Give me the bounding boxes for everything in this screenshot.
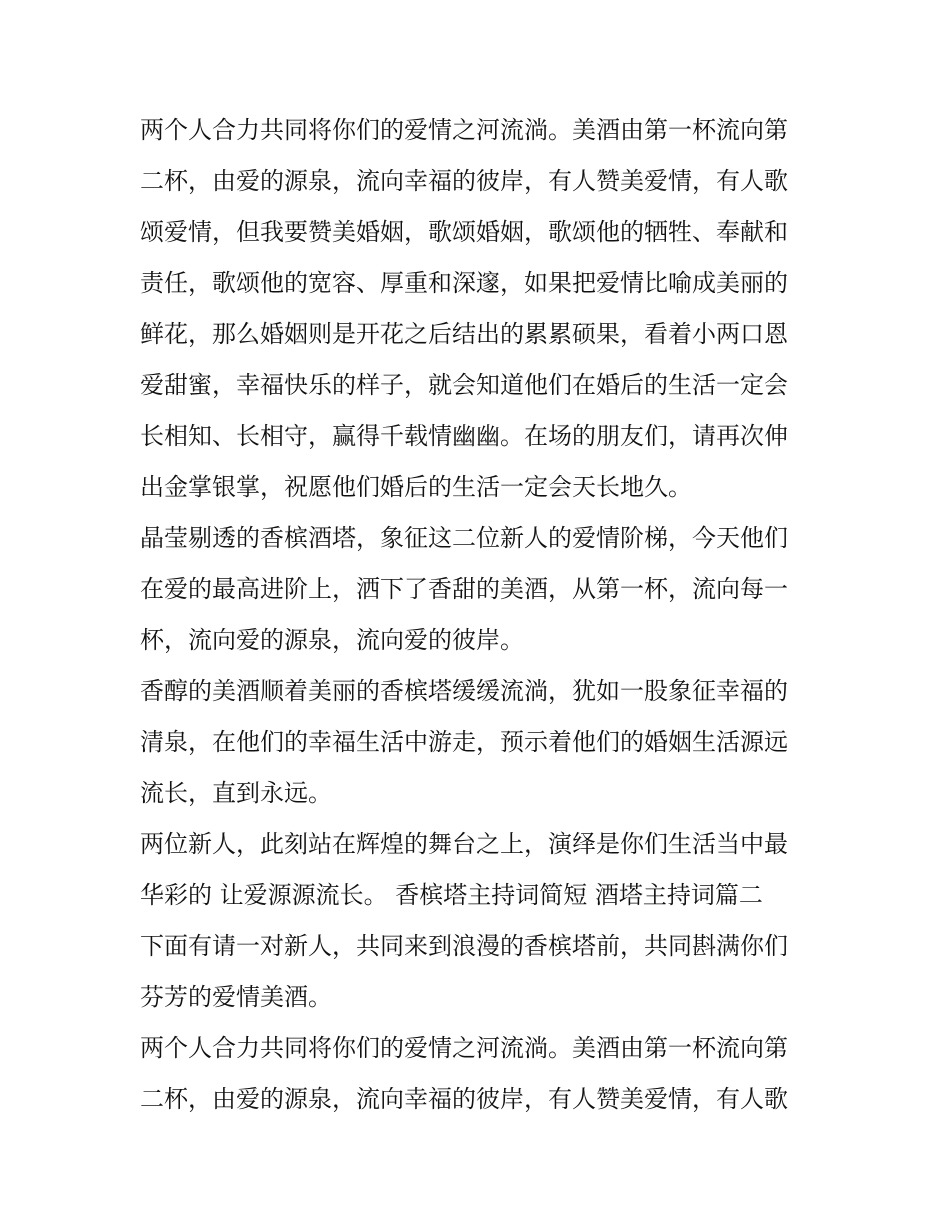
text-line: 下面有请一对新人，共同来到浪漫的香槟塔前，共同斟满你们 — [140, 932, 788, 960]
text-line: 晶莹剔透的香槟酒塔，象征这二位新人的爱情阶梯，今天他们 — [140, 524, 788, 552]
text-line: 二杯，由爱的源泉，流向幸福的彼岸，有人赞美爱情，有人歌 — [140, 1085, 788, 1113]
text-line: 爱甜蜜，幸福快乐的样子，就会知道他们在婚后的生活一定会 — [140, 371, 788, 399]
text-line: 鲜花，那么婚姻则是开花之后结出的累累硕果，看着小两口恩 — [140, 320, 788, 348]
text-line: 在爱的最高进阶上，洒下了香甜的美酒，从第一杯，流向每一 — [140, 575, 788, 603]
paragraph-4 — [140, 819, 820, 921]
paragraph-1 — [140, 105, 820, 513]
text-line: 二杯，由爱的源泉，流向幸福的彼岸，有人赞美爱情，有人歌 — [140, 167, 788, 195]
text-line: 芬芳的爱情美酒。 — [140, 983, 332, 1011]
text-line: 清泉，在他们的幸福生活中游走，预示着他们的婚姻生活源远 — [140, 728, 788, 756]
text-line: 流长，直到永远。 — [140, 779, 332, 807]
text-line: 香醇的美酒顺着美丽的香槟塔缓缓流淌，犹如一股象征幸福的 — [140, 677, 788, 705]
paragraph-3 — [140, 666, 820, 819]
text-line: 两个人合力共同将你们的爱情之河流淌。美酒由第一杯流向第 — [140, 116, 788, 144]
paragraph-6 — [140, 1023, 820, 1125]
text-line: 两个人合力共同将你们的爱情之河流淌。美酒由第一杯流向第 — [140, 1034, 788, 1062]
text-line: 两位新人，此刻站在辉煌的舞台之上，演绎是你们生活当中最 — [140, 830, 788, 858]
paragraph-2 — [140, 513, 820, 666]
text-line: 长相知、长相守，赢得千载情幽幽。在场的朋友们，请再次伸 — [140, 422, 788, 450]
document-body — [140, 105, 820, 1125]
paragraph-5 — [140, 921, 820, 1023]
text-line: 责任，歌颂他的宽容、厚重和深邃，如果把爱情比喻成美丽的 — [140, 269, 788, 297]
text-line: 出金掌银掌，祝愿他们婚后的生活一定会天长地久。 — [140, 473, 692, 501]
text-line: 颂爱情，但我要赞美婚姻，歌颂婚姻，歌颂他的牺牲、奉献和 — [140, 218, 788, 246]
text-line: 杯，流向爱的源泉，流向爱的彼岸。 — [140, 626, 524, 654]
text-line: 华彩的 让爱源源流长。 香槟塔主持词简短 酒塔主持词篇二 — [140, 881, 763, 909]
